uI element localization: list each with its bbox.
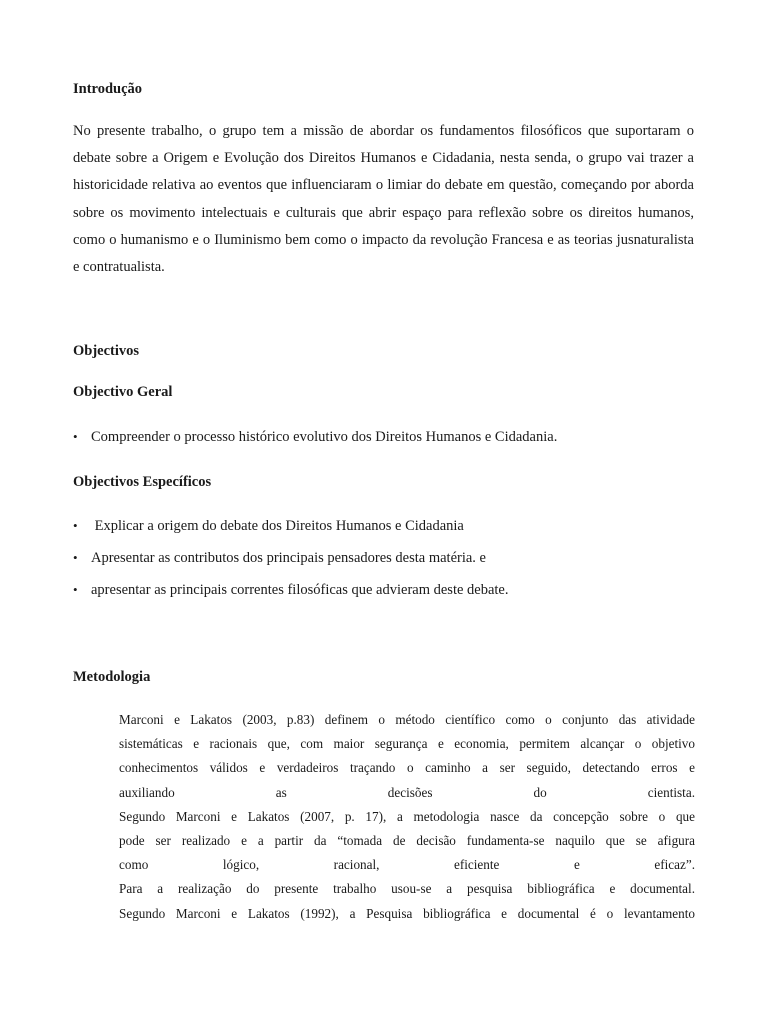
metodologia-line: Segundo Marconi e Lakatos (1992), a Pesquisa bibliográfica e documental é o levantamento [119,905,695,921]
bullet-icon: • [73,429,78,444]
bullet-icon: • [73,518,78,533]
list-item [73,581,694,599]
metodologia-line: sistemáticas e racionais que, com maior segurança e economia, permitem alcançar o objetivo [119,736,695,752]
objectivos-especificos-list [73,517,694,613]
objectivos-heading: Objectivos [73,343,140,359]
introducao-heading: Introdução [73,81,143,97]
bullet-icon: • [73,582,78,597]
objectivo-geral-heading: Objectivo Geral [73,384,173,400]
list-item-text: Apresentar as contributos dos principais pensadores desta matéria. e [91,550,486,566]
list-item-text: Explicar a origem do debate dos Direitos Humanos e Cidadania [91,518,464,534]
metodologia-line: pode ser realizado e a partir da “tomada de decisão fundamenta-se naquilo que se afigura [119,833,695,849]
list-item [73,549,694,567]
metodologia-line: como lógico, racional, eficiente e eficaz”. [119,857,695,873]
list-item [73,517,694,535]
metodologia-text [119,708,695,926]
metodologia-line: Segundo Marconi e Lakatos (2007, p. 17), a metodologia nasce da concepção sobre o que [119,808,695,824]
introducao-paragraph: No presente trabalho, o grupo tem a missão de abordar os fundamentos filosóficos que suportaram o debate sobre a Origem e Evolução dos Direitos Humanos e Cidadania, nesta senda, o grupo vai trazer a historicidade relativa ao eventos que influenciaram o limiar do debate em questão, começando por aborda sobre os movimento intelectuais e culturais que abrir espaço para reflexão sobre os direitos humanos, como o humanismo e o Iluminismo bem como o impacto da revolução Francesa e as teorias jusnaturalista e contratualista. [73,123,694,276]
metodologia-line: conhecimentos válidos e verdadeiros traçando o caminho a ser seguido, detectando erros e [119,760,695,776]
metodologia-line: Para a realização do presente trabalho usou-se a pesquisa bibliográfica e documental. [119,881,695,897]
metodologia-line: auxiliando as decisões do cientista. [119,784,695,800]
list-item-text: Compreender o processo histórico evolutivo dos Direitos Humanos e Cidadania. [91,429,558,445]
list-item [73,428,694,446]
metodologia-heading: Metodologia [73,669,151,685]
objectivos-especificos-heading: Objectivos Específicos [73,474,212,490]
metodologia-line: Marconi e Lakatos (2003, p.83) definem o método científico como o conjunto das atividade [119,712,695,727]
bullet-icon: • [73,550,78,565]
objectivo-geral-list [73,428,694,446]
list-item-text: apresentar as principais correntes filosóficas que advieram deste debate. [91,582,509,598]
